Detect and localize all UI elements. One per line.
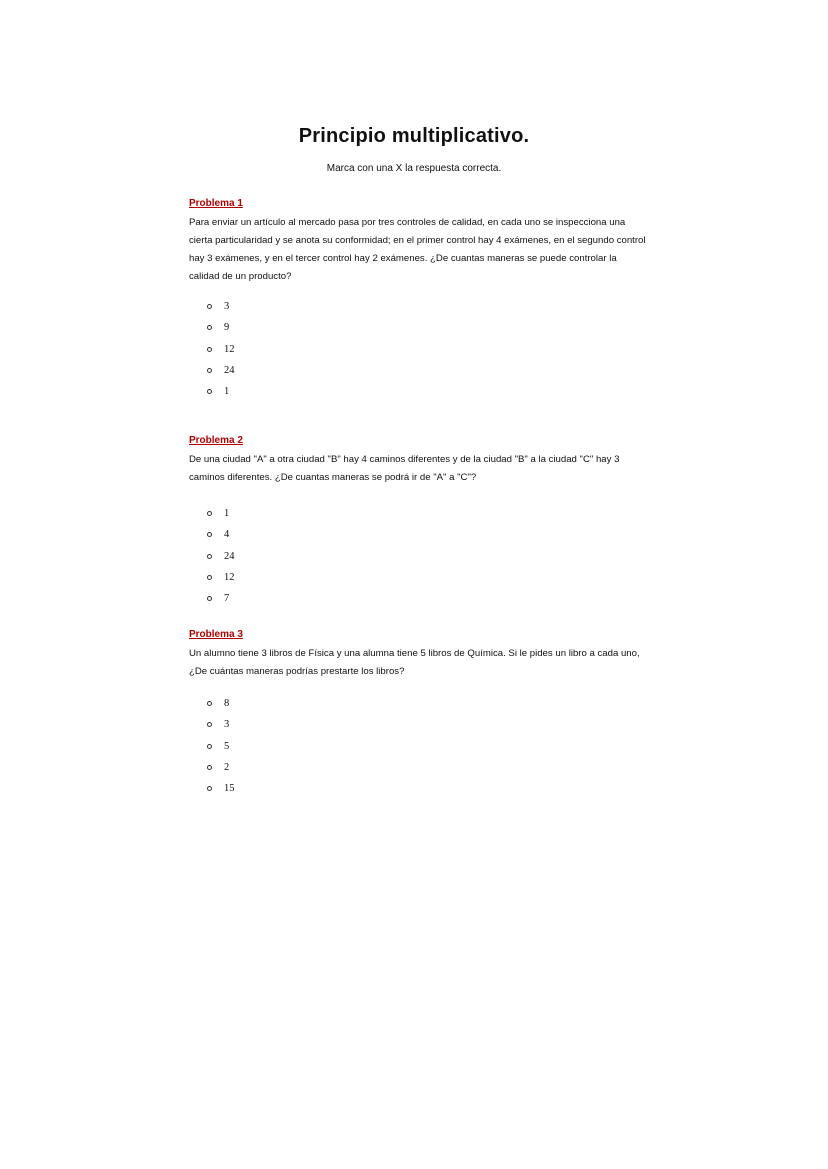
problem-2-option-4[interactable] [207, 567, 235, 588]
radio-circle-icon[interactable] [207, 511, 212, 516]
problem-2-options [207, 503, 235, 609]
radio-circle-icon[interactable] [207, 304, 212, 309]
problem-2-heading: Problema 2 [189, 435, 243, 446]
radio-circle-icon[interactable] [207, 325, 212, 330]
problem-3-option-3[interactable] [207, 736, 235, 757]
problem-1-option-2[interactable] [207, 317, 235, 338]
option-label: 1 [224, 386, 230, 398]
problem-3-option-5[interactable] [207, 778, 235, 799]
radio-circle-icon[interactable] [207, 554, 212, 559]
problem-1-option-4[interactable] [207, 360, 235, 381]
problem-1-option-3[interactable] [207, 339, 235, 360]
option-label: 15 [224, 783, 235, 795]
problem-3-options [207, 693, 235, 799]
option-label: 12 [224, 572, 235, 584]
radio-circle-icon[interactable] [207, 347, 212, 352]
problem-3-option-1[interactable] [207, 693, 235, 714]
page-subtitle: Marca con una X la respuesta correcta. [326, 163, 502, 174]
radio-circle-icon[interactable] [207, 575, 212, 580]
problem-2-option-3[interactable] [207, 546, 235, 567]
radio-circle-icon[interactable] [207, 596, 212, 601]
radio-circle-icon[interactable] [207, 701, 212, 706]
problem-3-option-2[interactable] [207, 714, 235, 735]
radio-circle-icon[interactable] [207, 744, 212, 749]
option-label: 4 [224, 529, 230, 541]
problem-2-option-2[interactable] [207, 524, 235, 545]
radio-circle-icon[interactable] [207, 532, 212, 537]
problem-1-options [207, 296, 235, 402]
option-label: 12 [224, 343, 235, 355]
option-label: 9 [224, 322, 230, 334]
problem-1 [189, 198, 649, 286]
problem-3-option-4[interactable] [207, 757, 235, 778]
problem-1-heading: Problema 1 [189, 198, 243, 209]
radio-circle-icon[interactable] [207, 786, 212, 791]
option-label: 24 [224, 365, 235, 377]
option-label: 7 [224, 593, 230, 605]
option-label: 8 [224, 698, 230, 710]
option-label: 1 [224, 508, 230, 520]
radio-circle-icon[interactable] [207, 722, 212, 727]
problem-3 [189, 629, 649, 681]
option-label: 5 [224, 740, 230, 752]
option-label: 24 [224, 550, 235, 562]
problem-3-text: Un alumno tiene 3 libros de Física y una alumna tiene 5 libros de Química. Si le pides un libro a cada uno, ¿De cuántas maneras podrías prestarte los libros? [189, 648, 640, 677]
problem-2 [189, 435, 649, 487]
page-title: Principio multiplicativo. [298, 125, 530, 147]
problem-1-option-5[interactable] [207, 381, 235, 402]
problem-3-heading: Problema 3 [189, 629, 243, 640]
option-label: 3 [224, 301, 230, 313]
radio-circle-icon[interactable] [207, 389, 212, 394]
option-label: 3 [224, 719, 230, 731]
problem-2-option-5[interactable] [207, 588, 235, 609]
problem-2-option-1[interactable] [207, 503, 235, 524]
radio-circle-icon[interactable] [207, 765, 212, 770]
problem-1-text: Para enviar un artículo al mercado pasa por tres controles de calidad, en cada uno se inspecciona una cierta particularidad y se anota su conformidad; en el primer control hay 4 exámenes, en el segundo control hay 3 exámenes, y en el tercer control hay 2 exámenes. ¿De cuantas maneras se puede controlar la calidad de un producto? [189, 217, 646, 282]
radio-circle-icon[interactable] [207, 368, 212, 373]
problem-2-text: De una ciudad "A" a otra ciudad "B" hay 4 caminos diferentes y de la ciudad "B" a la ciudad "C" hay 3 caminos diferentes. ¿De cuantas maneras se podrá ir de "A" a "C"? [189, 454, 620, 483]
option-label: 2 [224, 762, 230, 774]
problem-1-option-1[interactable] [207, 296, 235, 317]
